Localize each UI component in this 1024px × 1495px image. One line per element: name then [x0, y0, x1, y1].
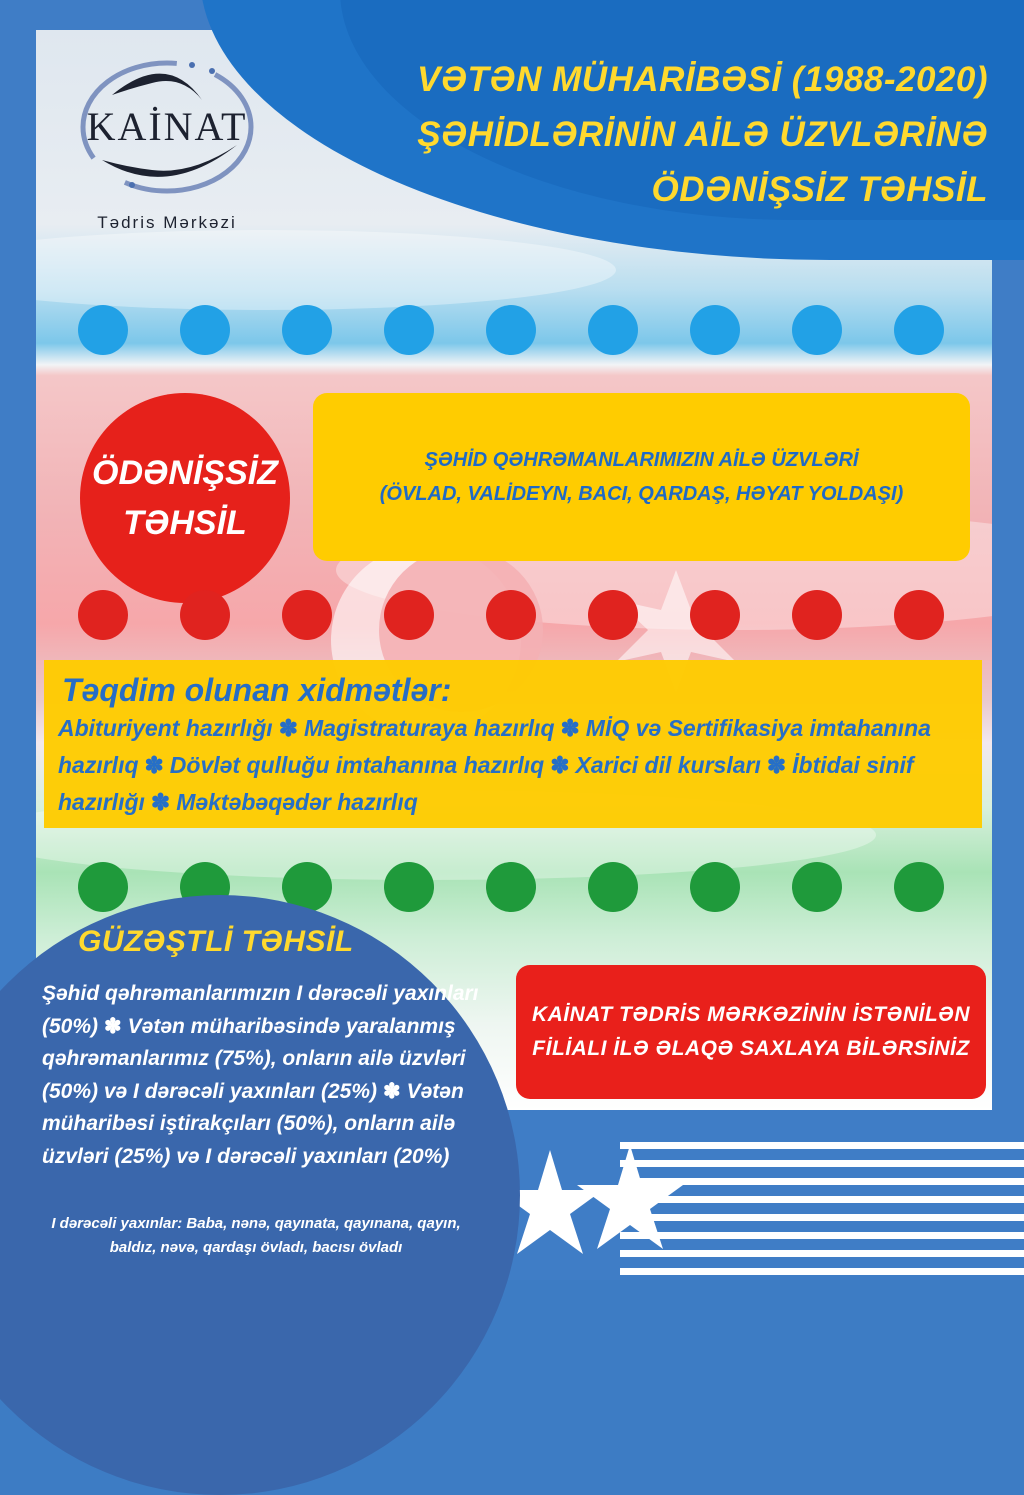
green-dot: [384, 862, 434, 912]
red-dot: [384, 590, 434, 640]
title-line: ÖDƏNİŞSİZ TƏHSİL: [651, 170, 988, 209]
red-dot: [894, 590, 944, 640]
flower-bullet-icon: ✽: [104, 1014, 122, 1038]
flower-bullet-icon: ✽: [550, 752, 570, 778]
blue-dot: [486, 305, 536, 355]
blue-dot: [180, 305, 230, 355]
green-dot: [486, 862, 536, 912]
badge-line: TƏHSİL: [123, 504, 247, 542]
service-item: Xarici dil kursları: [575, 752, 761, 778]
service-item: Dövlət qulluğu imtahanına hazırlıq: [169, 752, 545, 778]
blue-dot: [588, 305, 638, 355]
red-dot: [690, 590, 740, 640]
stars-decoration-icon: [505, 1140, 685, 1280]
flower-bullet-icon: ✽: [144, 752, 164, 778]
badge-line: ÖDƏNİŞSİZ: [92, 454, 278, 492]
service-item: İbtidai sinif hazırlığı: [58, 752, 914, 815]
red-dot-row: [78, 590, 958, 642]
contact-line: KAİNAT TƏDRİS MƏRKƏZİNİN İSTƏNİLƏN: [531, 1003, 971, 1026]
service-item: Məktəbəqədər hazırlıq: [176, 789, 418, 815]
green-dot: [792, 862, 842, 912]
blue-dot: [690, 305, 740, 355]
service-item: Abituriyent hazırlığı: [58, 715, 273, 741]
blue-dot: [894, 305, 944, 355]
service-item: Magistraturaya hazırlıq: [303, 715, 555, 741]
red-dot: [180, 590, 230, 640]
blue-dot: [78, 305, 128, 355]
green-dot: [78, 862, 128, 912]
flower-bullet-icon: ✽: [278, 715, 298, 741]
red-dot: [78, 590, 128, 640]
title-line: ŞƏHİDLƏRİNİN AİLƏ ÜZVLƏRİNƏ: [417, 115, 988, 154]
services-title: Təqdim olunan xidmətlər:: [62, 672, 452, 708]
title-line: VƏTƏN MÜHARİBƏSİ (1988-2020): [417, 60, 988, 99]
flower-bullet-icon: ✽: [560, 715, 580, 741]
contact-line: FİLİALI İLƏ ƏLAQƏ SAXLAYA BİLƏRSİNİZ: [532, 1037, 970, 1060]
discount-item: Vətən müharibəsində yaralanmış qəhrəmanlarımız (75%), onların ailə üzvləri (50%) və I dərəcəli yaxınları (25%): [42, 1014, 466, 1103]
discount-item: Vətən müharibəsi iştirakçıları (50%), onların ailə üzvləri (25%) və I dərəcəli yaxınları (20%): [42, 1079, 464, 1168]
flower-bullet-icon: ✽: [766, 752, 787, 778]
services-list: [58, 710, 978, 821]
logo-subtitle: Tədris Mərkəzi: [97, 213, 237, 232]
beneficiaries-box: [313, 393, 970, 561]
green-dot: [588, 862, 638, 912]
beneficiaries-line: (ÖVLAD, VALİDEYN, BACI, QARDAŞ, HƏYAT YOLDAŞI): [379, 483, 904, 505]
blue-dot: [384, 305, 434, 355]
green-dot: [894, 862, 944, 912]
green-dot: [690, 862, 740, 912]
red-dot: [282, 590, 332, 640]
discount-title: GÜZƏŞTLİ TƏHSİL: [78, 925, 354, 958]
blue-dot-row: [78, 305, 958, 357]
kainat-logo: [72, 55, 272, 245]
red-dot: [588, 590, 638, 640]
page-title: [417, 52, 988, 217]
blue-dot: [282, 305, 332, 355]
blue-dot: [792, 305, 842, 355]
services-box: [44, 660, 982, 828]
free-education-badge: [80, 393, 290, 603]
contact-box: [516, 965, 986, 1099]
flower-bullet-icon: ✽: [150, 789, 171, 815]
red-dot: [792, 590, 842, 640]
flower-bullet-icon: ✽: [383, 1079, 401, 1103]
logo-name: KAİNAT: [86, 104, 248, 149]
service-item: MİQ və Sertifikasiya imtahanına hazırlıq: [58, 715, 931, 778]
discount-item: Şəhid qəhrəmanlarımızın I dərəcəli yaxınları (50%): [42, 982, 479, 1038]
beneficiaries-line: ŞƏHİD QƏHRƏMANLARIMIZIN AİLƏ ÜZVLƏRİ: [424, 449, 859, 471]
relatives-note: I dərəcəli yaxınlar: Baba, nənə, qayınata, qayınana, qayın, baldız, nəvə, qardaşı övladı, bacısı övladı: [51, 1215, 461, 1256]
discount-list: [42, 978, 482, 1173]
red-dot: [486, 590, 536, 640]
